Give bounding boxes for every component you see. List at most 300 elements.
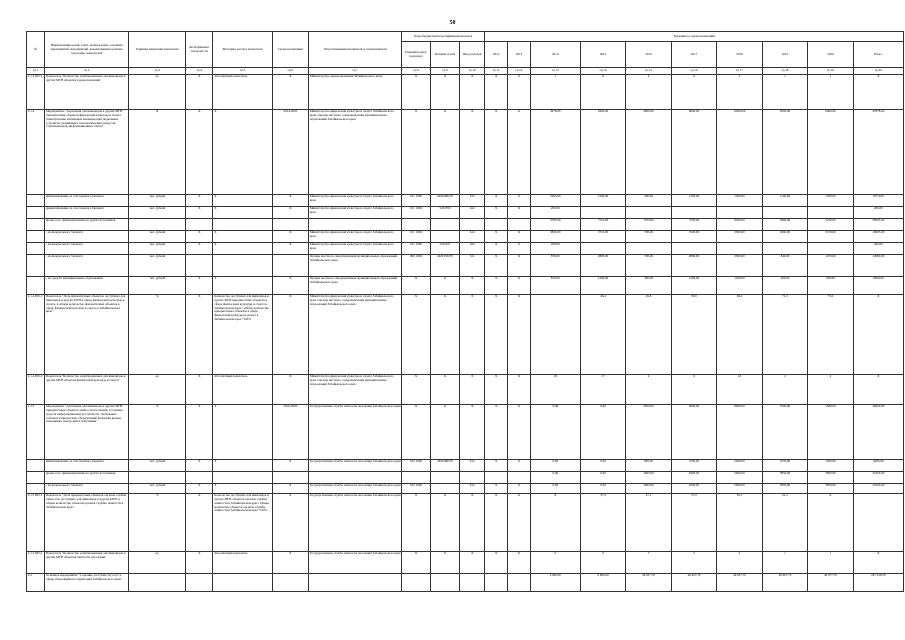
- table-cell: Х: [508, 483, 531, 493]
- table-cell: 3500,00: [717, 230, 762, 242]
- table-cell: 3850,00: [808, 471, 853, 483]
- table-cell: Х: [508, 109, 531, 194]
- table-cell: 200,00: [530, 206, 580, 218]
- column-number-cell: гр.4: [186, 68, 213, 74]
- table-cell: 46 967,70: [762, 573, 807, 591]
- table-cell: 46 977,70: [808, 573, 853, 591]
- header-year: 2015: [580, 42, 625, 68]
- table-cell: [129, 218, 186, 230]
- table-cell: [27, 206, 45, 218]
- table-cell: 7500,00: [671, 218, 716, 230]
- column-number-cell: гр.20: [853, 68, 903, 74]
- table-cell: 61,2: [762, 493, 807, 551]
- table-cell: 2420150270: [430, 254, 460, 276]
- table-cell: [129, 573, 186, 591]
- table-cell: 1: [808, 551, 853, 573]
- table-cell: Х: [402, 374, 430, 404]
- table-cell: Х: [186, 74, 213, 109]
- table-cell: 2.2: [27, 573, 45, 591]
- table-cell: 5500,00: [808, 404, 853, 459]
- column-number-cell: гр.3: [129, 68, 186, 74]
- table-cell: Х: [213, 404, 272, 459]
- table-cell: 38305,00: [853, 218, 903, 230]
- table-cell: Х: [129, 404, 186, 459]
- table-cell: Показатель "Доля приоритетных объектов органов службы занятости, доступных для инвалидов и других МГН, в общем количестве объектов органов службы занятости в Забайкальском крае": [45, 493, 129, 551]
- table-row: [27, 276, 904, 294]
- table-cell: Х: [485, 404, 508, 459]
- table-cell: Х: [508, 194, 531, 206]
- table-cell: [671, 206, 716, 218]
- table-cell: Х: [430, 276, 460, 294]
- table-cell: [762, 206, 807, 218]
- table-row: [27, 218, 904, 230]
- table-cell: 9000,00: [671, 109, 716, 194]
- table-cell: 3850,00: [762, 483, 807, 493]
- table-cell: %: [129, 493, 186, 551]
- table-cell: 21665,00: [853, 471, 903, 483]
- table-cell: Количество доступных для инвалидов и других МГН объектов органов службы занятости в Забайкальском крае / Общее количество объектов органов службы занятости в Забайкальском крае *100%: [213, 493, 272, 551]
- table-cell: 0: [530, 551, 580, 573]
- table-cell: 3150,00: [808, 230, 853, 242]
- table-cell: 59,6: [671, 294, 716, 374]
- table-cell: Х: [460, 374, 485, 404]
- table-cell: Х: [485, 276, 508, 294]
- table-cell: 11: [580, 74, 625, 109]
- table-cell: 30950,00: [853, 404, 903, 459]
- table-cell: 2660,00: [762, 230, 807, 242]
- table-cell: [186, 254, 213, 276]
- table-cell: 885,00: [626, 459, 671, 471]
- table-row: [27, 74, 904, 109]
- table-cell: Х: [508, 294, 531, 374]
- table-cell: Министерство физической культуры и спорта Забайкальского края, Органы местного самоуправления муниципальных образований Забайкальского края: [309, 374, 402, 404]
- header-year: 2018: [717, 42, 762, 68]
- table-cell: - из федерального бюджета: [45, 230, 129, 242]
- table-cell: 622: [460, 206, 485, 218]
- table-cell: [626, 206, 671, 218]
- table-cell: 016 1006: [402, 483, 430, 493]
- table-cell: 6600,00: [808, 109, 853, 194]
- table-cell: [309, 573, 402, 591]
- table-cell: [213, 218, 272, 230]
- table-cell: Министерство физической культуры и спорта Забайкальского края: [309, 206, 402, 218]
- table-cell: 247 618,50: [853, 573, 903, 591]
- table-cell: Х: [508, 459, 531, 471]
- table-cell: [485, 471, 508, 483]
- table-cell: Х: [853, 74, 903, 109]
- table-cell: Х: [272, 459, 308, 471]
- table-cell: кроме того, финансирование из других источников: [45, 218, 129, 230]
- table-cell: 59,1: [717, 493, 762, 551]
- table-cell: Органы местного самоуправления муниципальных образований Забайкальского края: [309, 254, 402, 276]
- table-row: [27, 573, 904, 591]
- table-cell: Х: [402, 294, 430, 374]
- table-cell: 2065,00: [626, 471, 671, 483]
- header-year: 2019: [762, 42, 807, 68]
- column-number-cell: гр.7: [309, 68, 402, 74]
- header-year: 2012: [485, 42, 508, 68]
- table-cell: 46,4: [580, 294, 625, 374]
- table-cell: [460, 471, 485, 483]
- table-cell: 011 1006: [402, 206, 430, 218]
- table-cell: 6300,00: [671, 471, 716, 483]
- table-cell: 630,00: [808, 276, 853, 294]
- table-cell: 870,00: [530, 276, 580, 294]
- table-cell: [762, 242, 807, 254]
- table-cell: 0,00: [530, 483, 580, 493]
- table-cell: 19065,00: [853, 230, 903, 242]
- table-cell: тыс. рублей: [129, 459, 186, 471]
- table-cell: Х: [402, 404, 430, 459]
- table-cell: 612: [460, 459, 485, 471]
- table-cell: ед.: [129, 551, 186, 573]
- table-cell: 3: [671, 551, 716, 573]
- table-cell: Основное мероприятие "Создание доступности услуг в сфере образования на территории Забайкальского края": [45, 573, 129, 591]
- header-num: №: [27, 32, 45, 68]
- table-cell: 200,00: [530, 242, 580, 254]
- table-cell: 1200,00: [580, 276, 625, 294]
- table-cell: 6: [671, 74, 716, 109]
- table-cell: [402, 218, 430, 230]
- table-cell: [27, 471, 45, 483]
- table-cell: финансирование за счет краевого бюджета: [45, 459, 129, 471]
- table-cell: 69,4: [717, 294, 762, 374]
- table-cell: 6060,00: [853, 276, 903, 294]
- table-cell: 1700,00: [626, 218, 671, 230]
- table-cell: 37,4: [580, 493, 625, 551]
- table-cell: Х: [485, 206, 508, 218]
- column-number-cell: гр.8: [402, 68, 430, 74]
- table-cell: Х: [485, 459, 508, 471]
- table-cell: [626, 242, 671, 254]
- header-year: 2014: [530, 42, 580, 68]
- table-cell: 2065,00: [626, 483, 671, 493]
- table-cell: 17: [580, 374, 625, 404]
- table-cell: %: [129, 294, 186, 374]
- table-cell: 300,00: [626, 194, 671, 206]
- table-cell: Министерство физической культуры и спорта Забайкальского края: [309, 230, 402, 242]
- table-cell: Х: [808, 493, 853, 551]
- table-cell: 1993,00: [530, 194, 580, 206]
- table-row: [27, 404, 904, 459]
- header-row-1: [27, 32, 904, 42]
- table-cell: 1470,00: [808, 254, 853, 276]
- table-cell: Х: [460, 493, 485, 551]
- header-code-target: Целевая статья: [430, 42, 460, 68]
- table-cell: Министерство физической культуры и спорта Забайкальского края, Органы местного самоуправления муниципальных образований Забайкальского края: [309, 294, 402, 374]
- table-cell: Х: [213, 242, 272, 254]
- table-row: [27, 374, 904, 404]
- table-cell: 011 1006: [402, 230, 430, 242]
- header-coef: Коэф-фициент значи-мости: [186, 32, 213, 68]
- table-cell: Х: [485, 254, 508, 276]
- header-year: 2013: [508, 42, 531, 68]
- table-cell: 5600,00: [717, 483, 762, 493]
- table-cell: 300,00: [626, 276, 671, 294]
- header-code-grbs: Главный раздел, подраздел: [402, 42, 430, 68]
- table-cell: 2800,00: [671, 254, 716, 276]
- table-cell: [129, 471, 186, 483]
- table-cell: Х: [508, 551, 531, 573]
- table-cell: [530, 294, 580, 374]
- table-cell: 612: [460, 483, 485, 493]
- table-cell: Х: [186, 109, 213, 194]
- table-cell: 2: [762, 374, 807, 404]
- table-cell: 18: [530, 374, 580, 404]
- table-cell: Х: [272, 74, 308, 109]
- table-cell: 1: [762, 551, 807, 573]
- table-cell: тыс. рублей: [129, 254, 186, 276]
- program-table: [26, 31, 904, 592]
- table-cell: 5978,00: [530, 109, 580, 194]
- column-number-cell: гр.1: [27, 68, 45, 74]
- table-cell: Х: [430, 74, 460, 109]
- table-cell: 016 1006: [402, 459, 430, 471]
- table-cell: [580, 206, 625, 218]
- table-cell: [430, 230, 460, 242]
- table-cell: Х: [213, 230, 272, 242]
- table-cell: Министерство физической культуры и спорта Забайкальского края: [309, 242, 402, 254]
- column-number-cell: гр.12: [508, 68, 531, 74]
- table-cell: Х: [186, 551, 213, 573]
- table-cell: [186, 573, 213, 591]
- table-cell: 2.1.5 ПП-2: [27, 551, 45, 573]
- table-cell: Х: [853, 551, 903, 573]
- table-cell: Х: [272, 483, 308, 493]
- table-cell: 1350,00: [808, 194, 853, 206]
- table-cell: 8000,00: [717, 404, 762, 459]
- table-cell: Государственная служба занятости населения Забайкальского края: [309, 404, 402, 459]
- page-number: 50: [449, 20, 456, 26]
- table-cell: Х: [430, 551, 460, 573]
- header-year: 2017: [671, 42, 716, 68]
- table-cell: 5250,00: [808, 218, 853, 230]
- table-cell: 10: [717, 374, 762, 404]
- table-cell: тыс. рублей: [129, 483, 186, 493]
- table-cell: 9000,00: [671, 404, 716, 459]
- header-responsible: Ответственный исполнитель и соисполнители: [309, 32, 402, 68]
- table-cell: 2420180270: [430, 194, 460, 206]
- table-cell: Х: [485, 74, 508, 109]
- table-cell: 12980,00: [853, 254, 903, 276]
- table-cell: Х: [402, 74, 430, 109]
- table-cell: Мероприятие "Адаптация для инвалидов и других МГН приоритетных объектов физической культуры и спорта (приобретение мобильных механических подъемных устройств, раздвижных телескопических пандусов, ступенькоходов, информационных табло)": [45, 109, 129, 194]
- table-cell: Х: [430, 404, 460, 459]
- table-cell: 2400,00: [717, 459, 762, 471]
- table-cell: Х: [186, 194, 213, 206]
- table-cell: Х: [213, 109, 272, 194]
- table-cell: [27, 276, 45, 294]
- table-row: [27, 109, 904, 194]
- table-cell: 0,00: [580, 404, 625, 459]
- table-cell: [272, 218, 308, 230]
- table-cell: 1650,00: [808, 459, 853, 471]
- table-cell: Х: [186, 404, 213, 459]
- table-cell: Показатель "Количество адаптированных для инвалидов и других МГН объектов занятости населения": [45, 551, 129, 573]
- table-cell: 9300,00: [580, 109, 625, 194]
- table-cell: 3500,00: [717, 254, 762, 276]
- table-cell: 011 1006: [402, 242, 430, 254]
- table-cell: Х: [508, 242, 531, 254]
- table-row: [27, 551, 904, 573]
- table-cell: 6300,00: [671, 483, 716, 493]
- table-cell: Министерство здравоохранения Забайкальского края: [309, 74, 402, 109]
- table-cell: 49,8: [626, 294, 671, 374]
- table-cell: 1300,00: [717, 194, 762, 206]
- table-cell: Х: [186, 374, 213, 404]
- table-cell: 360,00: [762, 276, 807, 294]
- table-cell: [717, 206, 762, 218]
- column-number-cell: гр.17: [717, 68, 762, 74]
- table-cell: 73,6: [808, 294, 853, 374]
- table-cell: [485, 573, 508, 591]
- table-cell: 71,3: [762, 294, 807, 374]
- column-number-cell: гр.13: [530, 68, 580, 74]
- table-cell: [186, 471, 213, 483]
- table-row: [27, 483, 904, 493]
- table-cell: 1300,00: [671, 194, 716, 206]
- table-cell: Х: [272, 493, 308, 551]
- table-cell: 1140,00: [762, 194, 807, 206]
- table-cell: 200,00: [853, 242, 903, 254]
- table-cell: 1590,00: [580, 194, 625, 206]
- table-cell: 0,00: [580, 459, 625, 471]
- table-cell: Х: [272, 374, 308, 404]
- table-cell: 700,00: [626, 230, 671, 242]
- table-cell: Х: [430, 294, 460, 374]
- table-cell: Абсолютный показатель: [213, 74, 272, 109]
- table-cell: Х: [853, 374, 903, 404]
- table-cell: 2014-2020: [272, 109, 308, 194]
- table-cell: 46 927,70: [671, 573, 716, 591]
- table-cell: 3850,00: [762, 471, 807, 483]
- table-cell: [27, 230, 45, 242]
- column-number-cell: гр.14: [580, 68, 625, 74]
- table-cell: [460, 218, 485, 230]
- table-cell: [27, 194, 45, 206]
- table-cell: [272, 254, 308, 276]
- table-cell: Х: [485, 242, 508, 254]
- table-cell: 21665,00: [853, 483, 903, 493]
- table-cell: 1650,00: [762, 459, 807, 471]
- table-cell: Органы местного самоуправления муниципальных образований Забайкальского края: [309, 276, 402, 294]
- table-cell: 5015027: [430, 242, 460, 254]
- table-cell: [508, 471, 531, 483]
- table-cell: 622: [460, 242, 485, 254]
- table-cell: [213, 573, 272, 591]
- table-cell: [27, 242, 45, 254]
- table-cell: Х: [213, 206, 272, 218]
- table-cell: 2700,00: [671, 459, 716, 471]
- table-cell: Государственная служба занятости населения Забайкальского края: [309, 483, 402, 493]
- table-cell: 2800,00: [580, 254, 625, 276]
- table-cell: 2: [717, 551, 762, 573]
- table-cell: 2.1.4 ПП-2: [27, 374, 45, 404]
- table-cell: 840,00: [762, 254, 807, 276]
- table-cell: Х: [213, 459, 272, 471]
- table-row: [27, 230, 904, 242]
- table-cell: кроме того, финансирование из других источников: [45, 471, 129, 483]
- table-cell: 9: [671, 374, 716, 404]
- table-cell: Показатель "Доля приоритетных объектов, доступных для инвалидов и других МГН в сфере физической культуры и спорта, в общем количестве приоритетных объектов в сфере физической культуры и спорта в Забайкальском крае": [45, 294, 129, 374]
- table-cell: Х: [530, 493, 580, 551]
- table-cell: 1: [762, 74, 807, 109]
- table-cell: 3500,00: [671, 230, 716, 242]
- table-cell: 0,00: [530, 459, 580, 471]
- table-cell: Х: [272, 276, 308, 294]
- table-cell: 1500,00: [717, 276, 762, 294]
- header-year: 2016: [626, 42, 671, 68]
- table-cell: Х: [508, 276, 531, 294]
- table-cell: 1200,00: [671, 276, 716, 294]
- table-cell: 7: [626, 551, 671, 573]
- table-cell: Х: [430, 109, 460, 194]
- table-cell: 7710,00: [580, 218, 625, 230]
- table-cell: 2420180270: [430, 459, 460, 471]
- table-cell: [213, 254, 272, 276]
- table-cell: Х: [186, 493, 213, 551]
- table-cell: 46 937,70: [717, 573, 762, 591]
- header-values: Значения по годам реализации: [485, 32, 904, 42]
- table-cell: [186, 218, 213, 230]
- table-cell: 47,2: [626, 493, 671, 551]
- table-cell: 9285,00: [853, 459, 903, 471]
- table-cell: тыс. рублей: [129, 276, 186, 294]
- table-cell: 3785,00: [530, 218, 580, 230]
- table-cell: финансирование за счет краевого бюджета: [45, 206, 129, 218]
- table-cell: Х: [186, 242, 213, 254]
- table-body: [27, 74, 904, 591]
- column-number-cell: гр.16: [671, 68, 716, 74]
- table-cell: 612: [460, 194, 485, 206]
- table-cell: Х: [485, 194, 508, 206]
- column-number-cell: гр.15: [626, 68, 671, 74]
- table-cell: Х: [485, 493, 508, 551]
- table-cell: 0,00: [580, 483, 625, 493]
- table-cell: тыс. рублей: [129, 230, 186, 242]
- column-number-cell: гр.11: [485, 68, 508, 74]
- table-cell: 009 1006: [402, 254, 430, 276]
- column-number-cell: гр.9: [430, 68, 460, 74]
- table-cell: Х: [853, 294, 903, 374]
- table-cell: 0: [580, 551, 625, 573]
- table-row: [27, 294, 904, 374]
- table-cell: Х: [485, 230, 508, 242]
- table-cell: Х: [485, 294, 508, 374]
- table-cell: 2: [626, 74, 671, 109]
- table-cell: Х: [485, 551, 508, 573]
- table-cell: финансирование за счет краевого бюджета: [45, 194, 129, 206]
- table-cell: Х: [485, 483, 508, 493]
- table-cell: 0,00: [580, 471, 625, 483]
- table-cell: 4: [808, 374, 853, 404]
- table-cell: [460, 573, 485, 591]
- table-cell: 9373,00: [853, 194, 903, 206]
- table-cell: 47878,00: [853, 109, 903, 194]
- table-cell: Государственная служба занятости населения Забайкальского края: [309, 493, 402, 551]
- table-cell: тыс. рублей: [129, 206, 186, 218]
- table-cell: 8500,00: [717, 218, 762, 230]
- table-cell: 2.1.3 ПП-2: [27, 74, 45, 109]
- column-number-cell: гр.5: [213, 68, 272, 74]
- table-cell: 2000,00: [626, 109, 671, 194]
- table-cell: Мероприятие "Адаптация для инвалидов и других МГН приоритетных объектов занятости населения: установка средств информационной доступности, тактильных табличек и мнемосхем, оборудование кнопками вызова помощника, пандусами и поручнями": [45, 404, 129, 459]
- table-cell: ед.: [129, 374, 186, 404]
- table-cell: Х: [508, 404, 531, 459]
- table-cell: 870,00: [530, 254, 580, 276]
- table-cell: 2.1.4 ПП-1: [27, 294, 45, 374]
- table-cell: [309, 218, 402, 230]
